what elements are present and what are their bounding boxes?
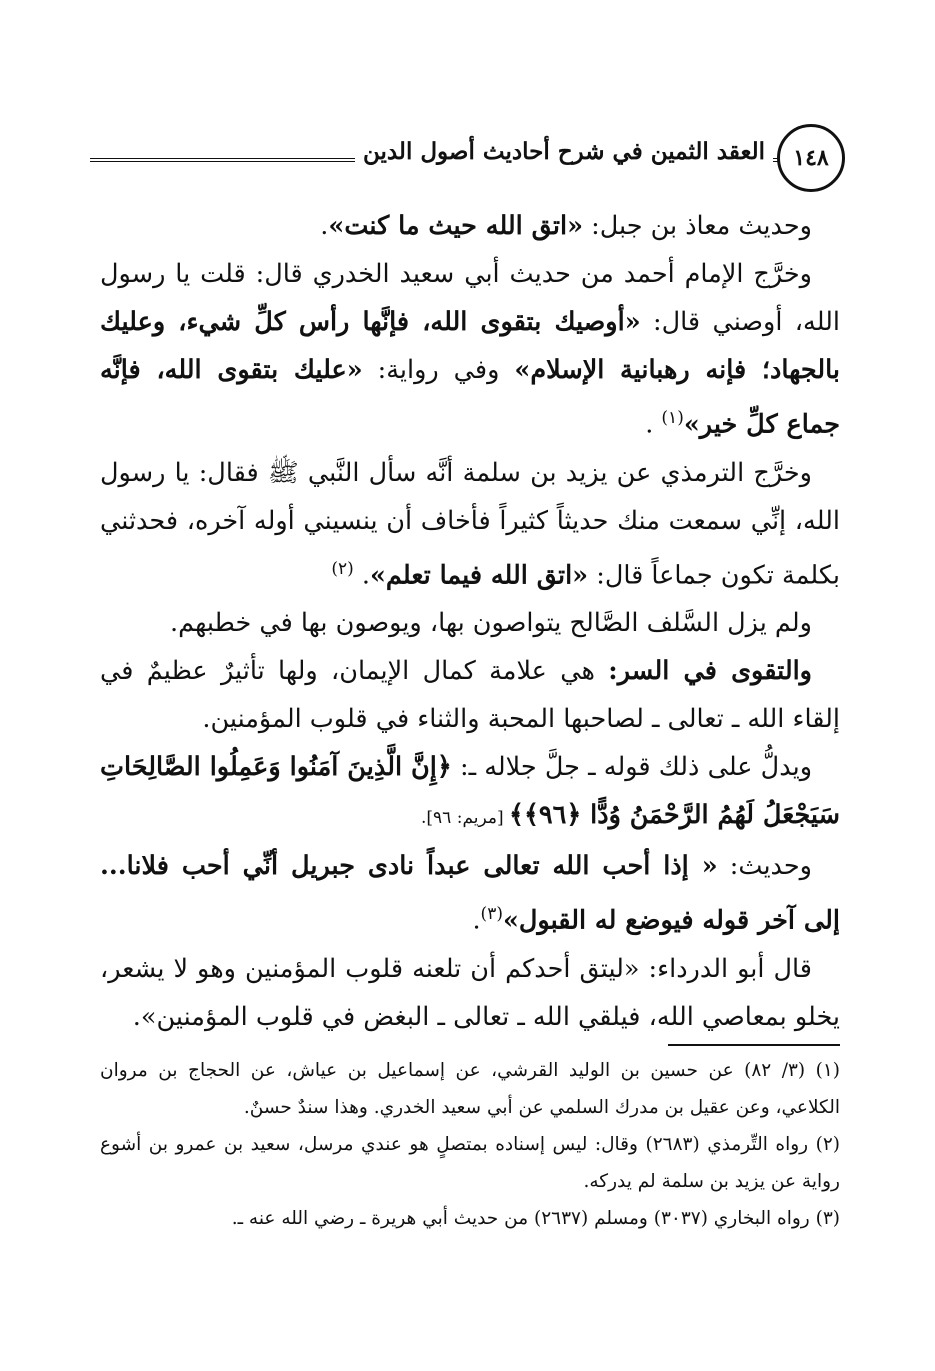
verse-reference: [مريم: ٩٦].	[421, 808, 510, 828]
footnotes	[100, 1052, 840, 1237]
paragraph-2	[100, 250, 840, 449]
paragraph-7	[100, 842, 840, 945]
text-run: .	[353, 560, 370, 590]
hadith-quote: «اتق الله فيما تعلم»	[369, 560, 589, 590]
section-term: والتقوى في السر:	[608, 656, 812, 686]
text-run: .	[320, 211, 329, 241]
text-run: وخرَّج الترمذي عن يزيد بن سلمة أنَّه سأل النَّبي ﷺ فقال: يا رسول الله، إنِّي سمعت منك حديثاً كثيراً فأخاف أن ينسيني أوله آخره، فحدثني بكلمة تكون جماعاً قال:	[100, 457, 840, 590]
main-text	[100, 202, 840, 1041]
hadith-quote: «عليك بتقوى الله، فإنَّه جماع كلِّ خير»	[100, 355, 840, 440]
text-run: وحديث معاذ بن جبل:	[583, 211, 812, 241]
footnote-marker: (٣)	[480, 904, 503, 924]
footnote-marker: (١)	[661, 408, 684, 428]
hadith-quote: « إذا أحب الله تعالى عبداً نادى جبريل أنِّي أحب فلانا... إلى آخر قوله فيوضع له القبول»	[100, 851, 840, 936]
footnote-separator	[668, 1044, 840, 1046]
page-number: ١٤٨	[777, 124, 845, 192]
paragraph-5	[100, 647, 840, 743]
text-run: هي علامة كمال الإيمان، ولها تأثيرٌ عظيمٌ في إلقاء الله ـ تعالى ـ لصاحبها المحبة والثناء في قلوب المؤمنين.	[100, 656, 840, 734]
text-run: وخرَّج الإمام أحمد من حديث أبي سعيد الخدري قال: قلت يا رسول الله، أوصني قال:	[100, 259, 840, 337]
paragraph-1	[100, 202, 840, 250]
footnote-2: (٢) رواه التِّرمذي (٢٦٨٣) وقال: ليس إسناده بمتصلٍ هو عندي مرسل، سعيد بن عمرو بن أشوع رواية عن يزيد بن سلمة لم يدركه.	[100, 1134, 841, 1192]
hadith-quote: «اتق الله حيث ما كنت»	[328, 211, 584, 241]
footnote-marker: (٢)	[331, 558, 354, 579]
paragraph-3	[100, 449, 840, 600]
text-run: وحديث:	[717, 851, 812, 881]
hadith-quote: «أوصيك بتقوى الله، فإنَّها رأس كلِّ شيء، وعليك بالجهاد؛ فإنه رهبانية الإسلام»	[100, 307, 840, 385]
footnote-1: (١) (٣/ ٨٢) عن حسين بن الوليد القرشي، عن إسماعيل بن عياش، عن الحجاج بن مروان الكلاعي، وعن عقيل بن مدرك السلمي عن أبي سعيد الخدري. وهذا سندٌ حسنٌ.	[100, 1060, 840, 1118]
running-title: العقد الثمين في شرح أحاديث أصول الدين	[355, 138, 773, 165]
footnote-3: (٣) رواه البخاري (٣٠٣٧) ومسلم (٢٦٣٧) من حديث أبي هريرة ـ رضي الله عنه ـ.	[231, 1208, 840, 1229]
text-run: .	[645, 409, 662, 440]
quran-verse: ﴿إِنَّ الَّذِينَ آمَنُوا وَعَمِلُوا الصَّالِحَاتِ سَيَجْعَلُ لَهُمُ الرَّحْمَنُ وُدًّا ﴿٩٦﴾﴾	[100, 752, 840, 830]
text-run: وفي رواية:	[362, 355, 515, 385]
page-header	[90, 124, 845, 196]
paragraph-6	[100, 743, 840, 842]
text-run: .	[472, 905, 481, 936]
paragraph-8: قال أبو الدرداء: «ليتق أحدكم أن تلعنه قلوب المؤمنين وهو لا يشعر، يخلو بمعاصي الله، فيلقي الله ـ تعالى ـ البغض في قلوب المؤمنين».	[100, 953, 840, 1032]
text-run: ويدلُّ على ذلك قوله ـ جلَّ جلاله ـ:	[451, 752, 813, 782]
paragraph-4: ولم يزل السَّلف الصَّالح يتواصون بها، ويوصون بها في خطبهم.	[170, 608, 812, 638]
